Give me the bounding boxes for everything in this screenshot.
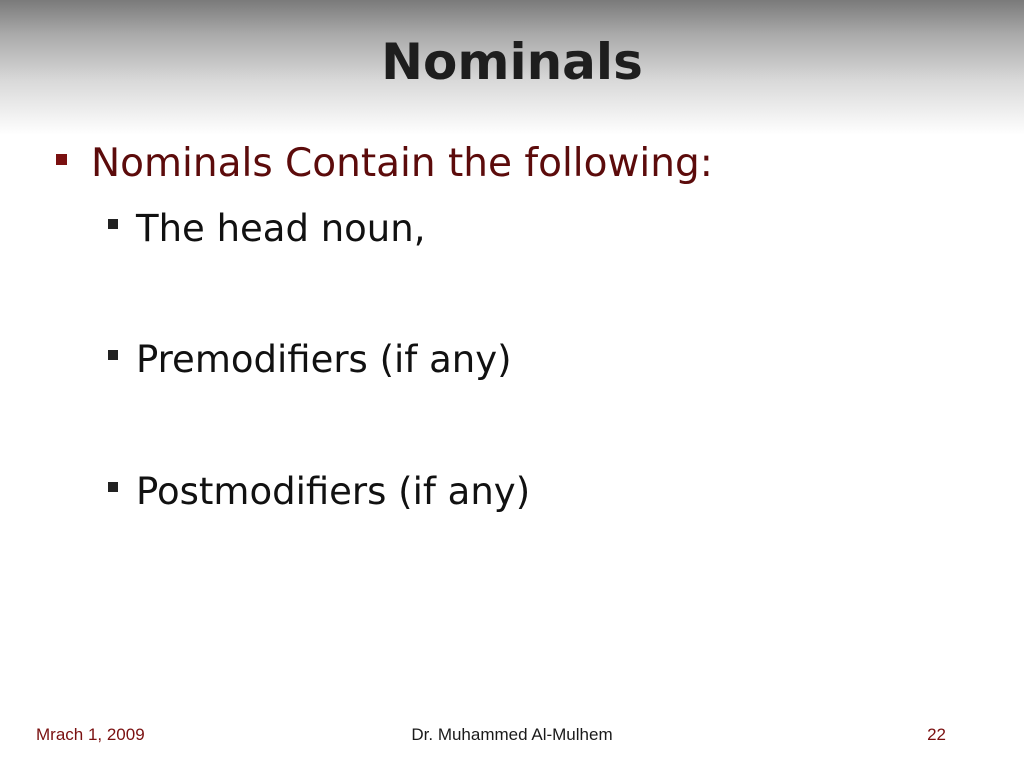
sub-bullet-text: Premodifiers (if any): [136, 337, 512, 381]
slide-title: Nominals: [381, 33, 643, 91]
square-bullet-icon: [56, 154, 67, 165]
bullet-text: Nominals Contain the following:: [91, 140, 713, 186]
square-bullet-icon: [108, 482, 118, 492]
sub-bullet-postmodifiers: [108, 463, 530, 519]
footer-page-number: 22: [927, 725, 946, 744]
bullet-item-level1: [56, 135, 713, 191]
footer-author: Dr. Muhammed Al-Mulhem: [411, 725, 613, 744]
footer-date: Mrach 1, 2009: [36, 725, 145, 744]
square-bullet-icon: [108, 350, 118, 360]
sub-bullet-premodifiers: [108, 331, 512, 387]
sub-bullet-text: The head noun,: [136, 206, 426, 250]
sub-bullet-head-noun: [108, 200, 425, 256]
sub-bullet-text: Postmodifiers (if any): [136, 469, 531, 513]
square-bullet-icon: [108, 219, 118, 229]
